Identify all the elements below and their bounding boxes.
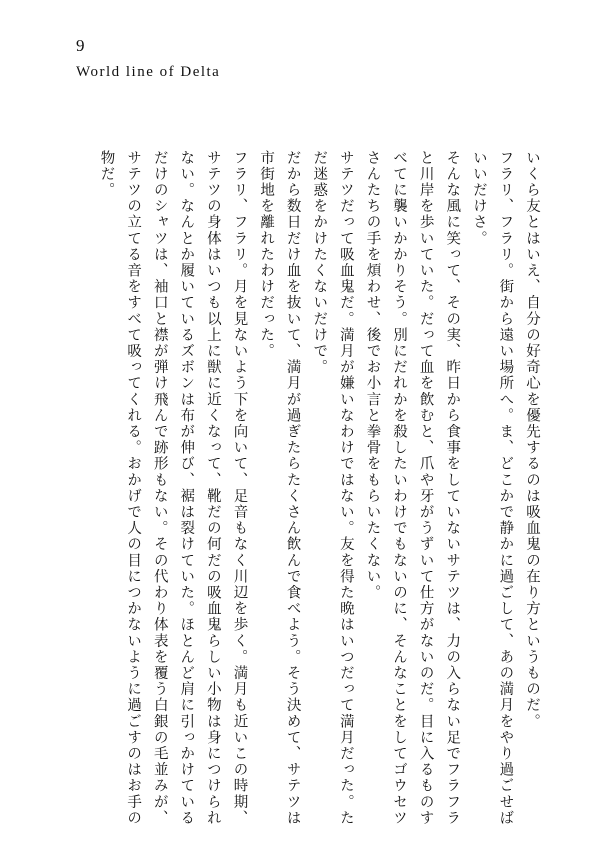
paragraph: サテツだって吸血鬼だ。満月が嫌いなわけではない。友を得た晩はいつだって満月だった。ただ迷惑をかけたくないだけで。 [311,150,354,827]
chapter-title: World line of Delta [76,64,221,80]
paragraph: フラリ、フラリ。街から遠い場所へ。ま、どこかで静かに過ごして、あの満月をやり過ごせばいいだけさ。 [470,150,514,827]
paragraph: いくら友とはいえ、自分の好奇心を優先するのは吸血鬼の在り方というものだ。 [524,150,540,730]
paragraph: そんな風に笑って、その実、昨日から食事をしていないサテツは、力の入らない足でフラフラと川岸を歩いていた。だって血を飲むと、爪や牙がうずいて仕方がないのだ。目に入るものすべてに襲いかかりそう。別にだれかを殺したいわけでもないのに、そんなことをしてゴウセツさんたちの手を煩わせ、後でお小言と拳骨をもらいたくない。 [364,150,461,827]
page-number: 9 [76,36,85,55]
paragraph: フラリ、フラリ。月を見ないよう下を向いて、足音もなく川辺を歩く。満月も近いこの時期、サテツの身体はいつも以上に獣に近くなって、靴だの何だの吸血鬼らしい小物は身につけられない。なんとか履いているズボンは布が伸び、裾は裂けていた。ほとんど肩に引っかけているだけのシャツは、袖口と襟が弾け飛んで跡形もない。その代わり体表を覆う白銀の毛並みが、サテツの立てる音をすべて吸ってくれる。おかげで人の目につかないように過ごすのはお手の物だ。 [98,150,248,827]
paragraph: だから数日だけ血を抜いて、満月が過ぎたらたくさん飲んで食べよう。そう決めて、サテツは市街地を離れたわけだった。 [258,150,301,827]
body-text [65,150,545,840]
